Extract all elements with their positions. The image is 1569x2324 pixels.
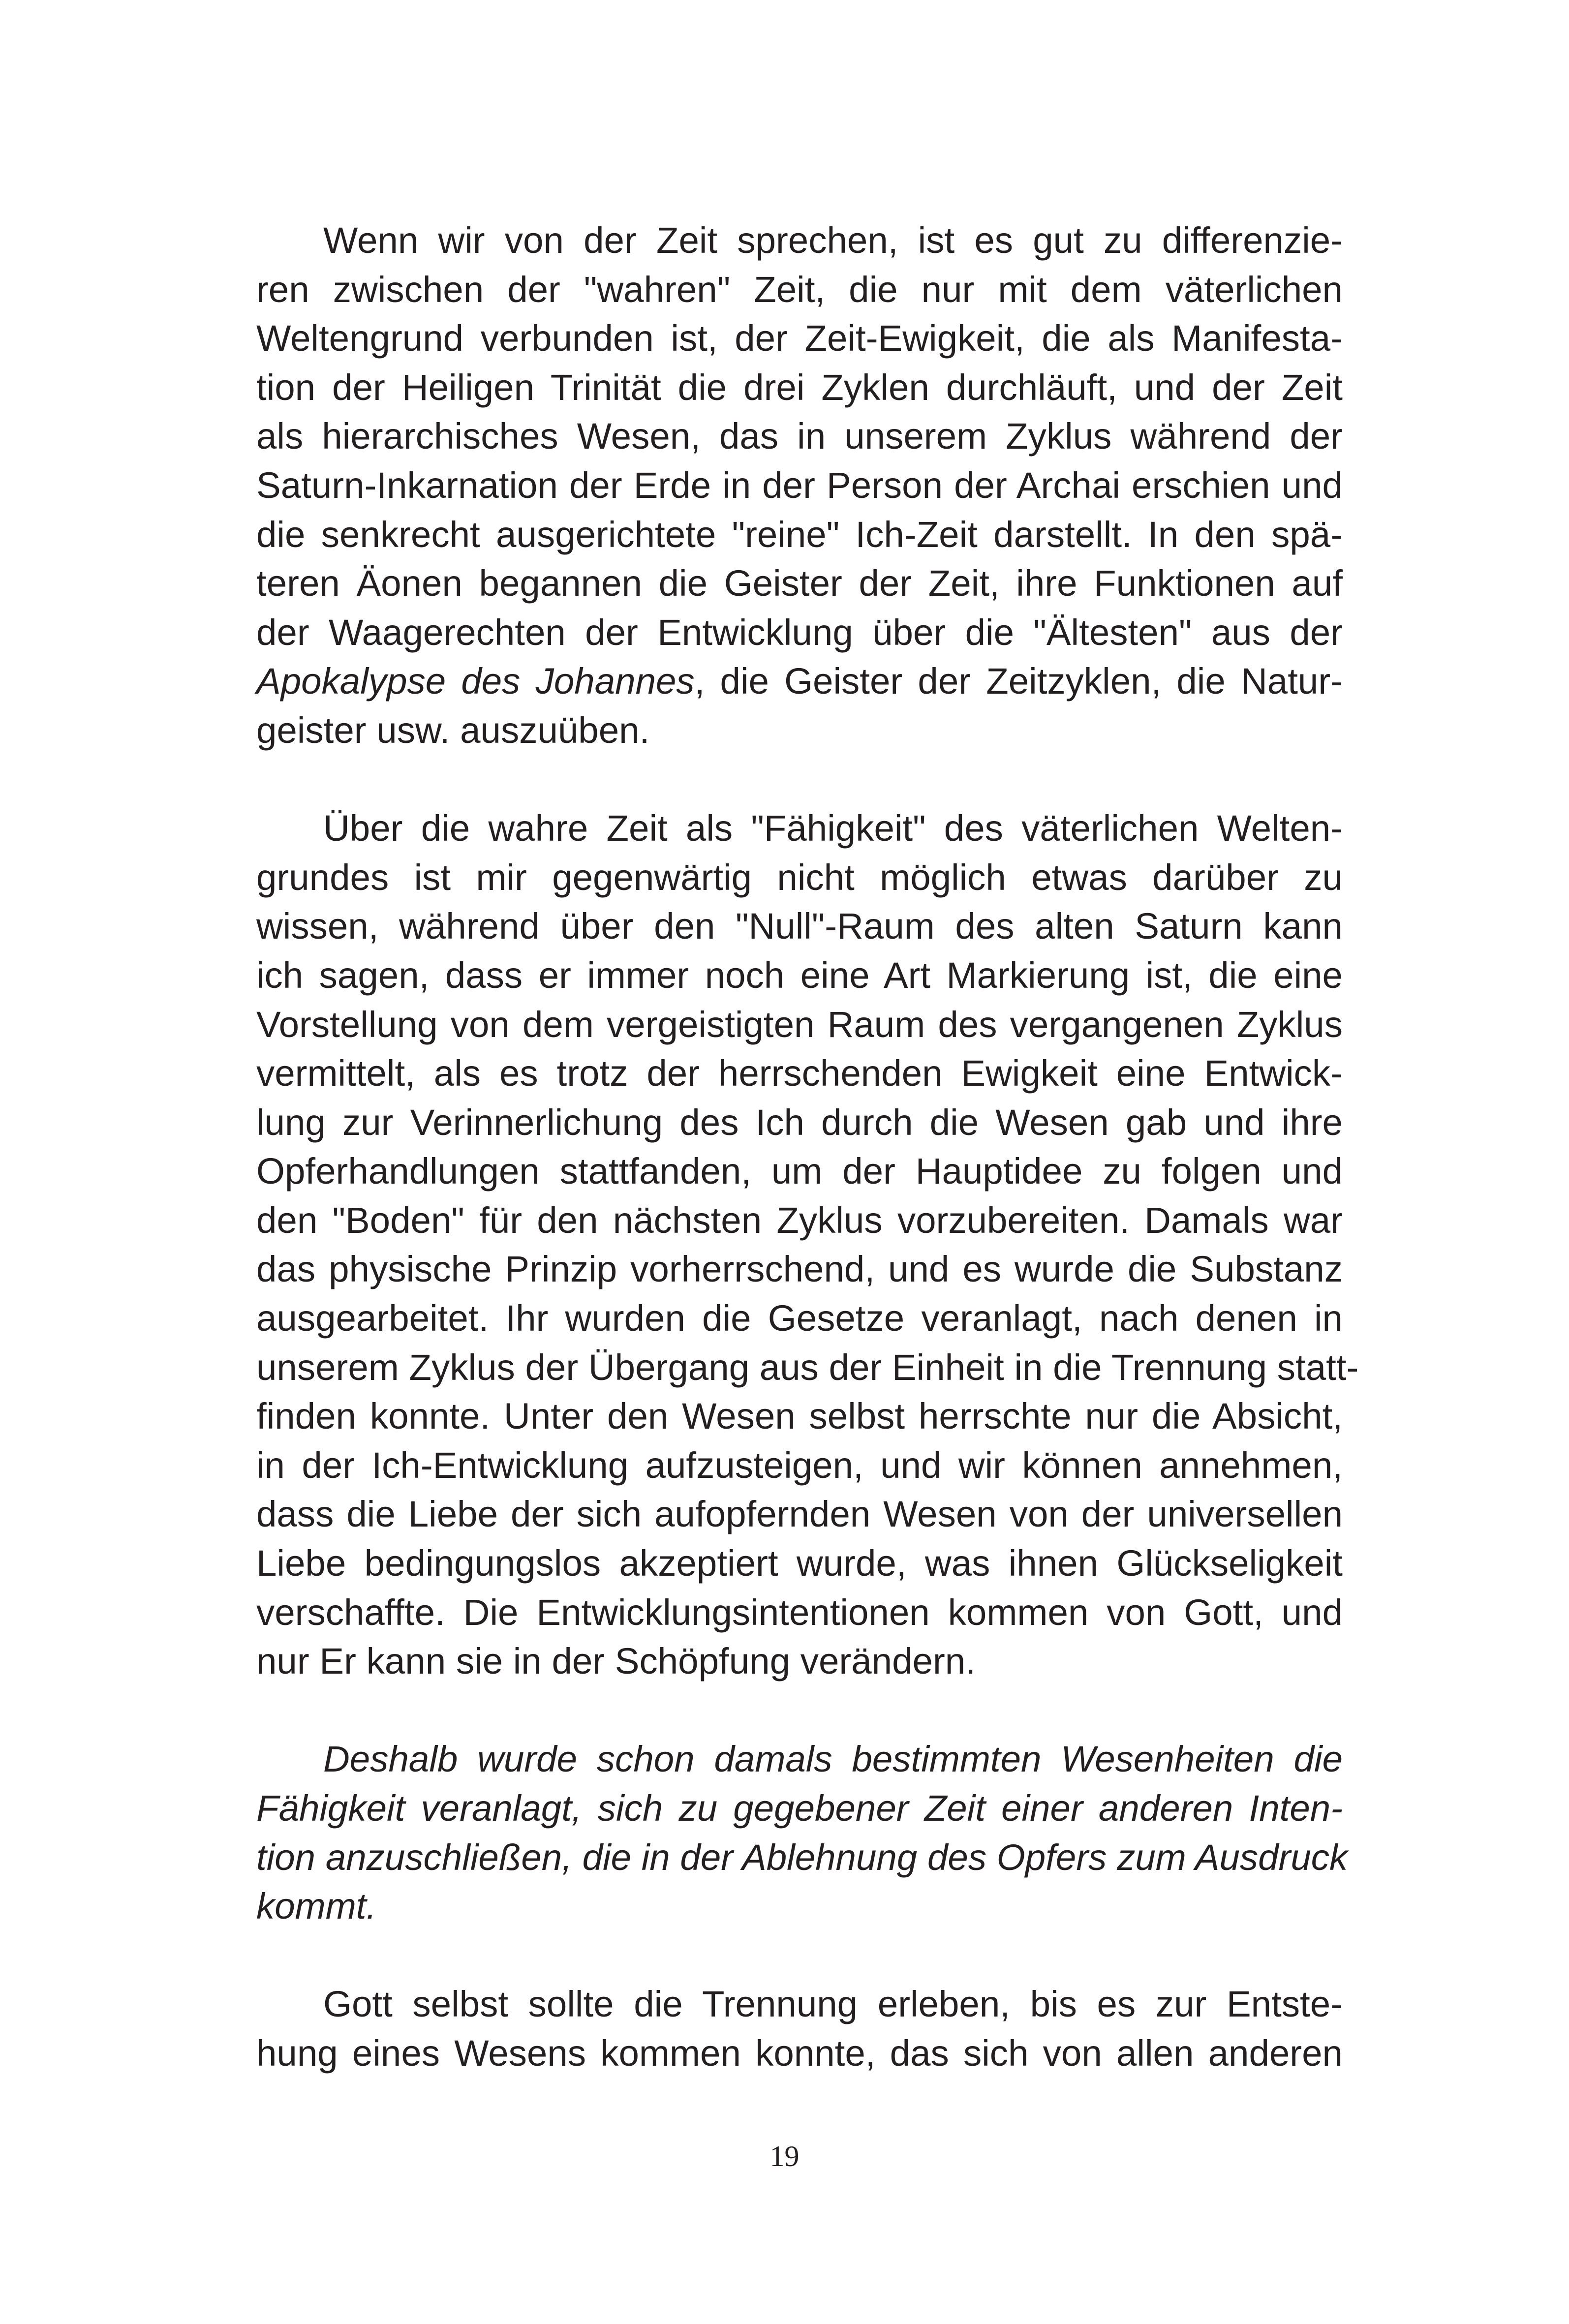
text-line: die senkrecht ausgerichtete "reine" Ich-Zeit darstellt. In den spä- [256,514,1343,555]
text-line: den "Boden" für den nächsten Zyklus vorzubereiten. Damals war [256,1199,1343,1241]
text-line: lung zur Verinnerlichung des Ich durch die Wesen gab und ihre [256,1101,1343,1143]
text-line-rest: , die Geister der Zeitzyklen, die Natur- [694,661,1343,702]
text-line: grundes ist mir gegenwärtig nicht möglich etwas darüber zu [256,856,1343,898]
text-line: Gott selbst sollte die Trennung erleben, bis es zur Entste- [323,1984,1343,2025]
text-line: Vorstellung von dem vergeistigten Raum des vergangenen Zyklus [256,1004,1343,1045]
text-line: Weltengrund verbunden ist, der Zeit-Ewigkeit, die als Manifesta- [256,318,1343,359]
text-line: Saturn-Inkarnation der Erde in der Person der Archai erschien und [256,464,1343,506]
paragraph-2 [256,804,1359,1686]
text-line: als hierarchisches Wesen, das in unserem Zyklus während der [256,416,1343,457]
text-line: ren zwischen der "wahren" Zeit, die nur mit dem väterlichen [256,269,1343,310]
text-line: ausgearbeitet. Ihr wurden die Gesetze veranlagt, nach denen in [256,1298,1343,1339]
text-line: geister usw. auszuüben. [256,709,650,751]
text-line: nur Er kann sie in der Schöpfung verändern. [256,1641,976,1682]
text-line: dass die Liebe der sich aufopfernden Wesen von der universellen [256,1494,1343,1535]
paragraph-1 [256,216,1343,755]
text-line: der Waagerechten der Entwicklung über die "Ältesten" aus der [256,612,1343,653]
text-line: tion der Heiligen Trinität die drei Zyklen durchläuft, und der Zeit [256,367,1343,408]
text-line: Fähigkeit veranlagt, sich zu gegebener Zeit einer anderen Inten- [256,1788,1343,1829]
text-line: verschaffte. Die Entwicklungsintentionen kommen von Gott, und [256,1591,1343,1633]
text-line: wissen, während über den "Null"-Raum des alten Saturn kann [256,906,1343,947]
paragraph-3-italic [256,1735,1348,1930]
text-line: hung eines Wesens kommen konnte, das sich von allen anderen [256,2032,1343,2074]
text-line: Über die wahre Zeit als "Fähigkeit" des väterlichen Welten- [323,808,1343,849]
book-title-italic: Apokalypse des Johannes [256,661,695,702]
page-number: 19 [769,2140,800,2172]
text-line: vermittelt, als es trotz der herrschenden Ewigkeit eine Entwick- [256,1053,1343,1094]
text-line: Deshalb wurde schon damals bestimmten Wesenheiten die [323,1739,1343,1780]
text-line: tion anzuschließen, die in der Ablehnung des Opfers zum Ausdruck [256,1836,1348,1878]
text-line: Liebe bedingungslos akzeptiert wurde, was ihnen Glückseligkeit [256,1543,1343,1584]
text-line [256,657,1343,706]
text-line: unserem Zyklus der Übergang aus der Einheit in die Trennung statt- [256,1346,1359,1388]
text-line: teren Äonen begannen die Geister der Zeit, ihre Funktionen auf [256,563,1343,604]
text-line: Wenn wir von der Zeit sprechen, ist es gut zu differenzie- [323,220,1343,261]
text-line: finden konnte. Unter den Wesen selbst herrschte nur die Absicht, [256,1396,1343,1437]
body-text [256,216,1359,2078]
text-line: in der Ich-Entwicklung aufzusteigen, und wir können annehmen, [256,1444,1343,1486]
text-line: ich sagen, dass er immer noch eine Art Markierung ist, die eine [256,954,1343,996]
paragraph-4 [256,1980,1343,2078]
text-line: Opferhandlungen stattfanden, um der Hauptidee zu folgen und [256,1151,1343,1192]
text-line: kommt. [256,1886,377,1927]
text-line: das physische Prinzip vorherrschend, und es wurde die Substanz [256,1249,1343,1290]
